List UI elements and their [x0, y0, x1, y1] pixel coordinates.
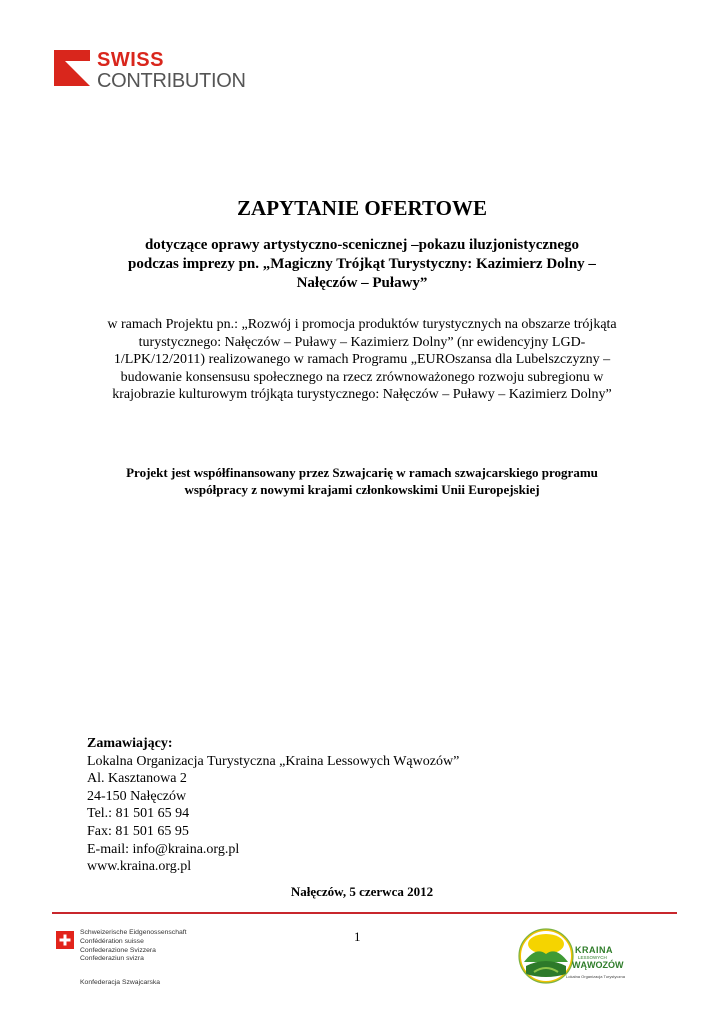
ordering-party — [87, 735, 459, 876]
ordering-party-website: www.kraina.org.pl — [87, 859, 192, 875]
confederation-polish-name: Konfederacja Szwajcarska — [80, 979, 161, 986]
place-date: Nałęczów, 5 czerwca 2012 — [290, 884, 434, 899]
swiss-contribution-logo — [54, 50, 254, 94]
confederation-line: Confederaziun svizra — [80, 955, 144, 963]
ordering-party-phone: Tel.: 81 501 65 94 — [87, 806, 190, 822]
description-line: w ramach Projektu pn.: „Rozwój i promocja produktów turystycznych na obszarze trójkąta — [107, 317, 617, 332]
description-line: 1/LPK/12/2011) realizowanego w ramach Programu „EUROszansa dla Lubelszczyzny – — [113, 352, 611, 367]
ordering-party-city: 24-150 Nałęczów — [87, 788, 187, 804]
subtitle-line: Nałęczów – Puławy” — [296, 275, 428, 291]
confederation-line: Confederazione Svizzera — [80, 946, 156, 954]
confederation-names — [80, 929, 187, 964]
description-line: krajobrazie kulturowym trójkąta turystycznego: Nałęczów – Puławy – Kazimierz Dolny” — [112, 387, 612, 402]
page-number: 1 — [354, 929, 361, 944]
logo-text-swiss: SWISS — [97, 49, 164, 71]
wawozow-text: WĄWOZÓW — [572, 960, 624, 970]
swiss-confederation-logo — [56, 929, 216, 991]
footer-divider — [52, 912, 677, 914]
subtitle — [60, 236, 664, 293]
logo-text-contribution: CONTRIBUTION — [97, 70, 246, 92]
kraina-text: KRAINA — [575, 945, 613, 955]
cofinancing-line: Projekt jest współfinansowany przez Szwajcarię w ramach szwajcarskiego programu — [126, 465, 598, 480]
lessowych-text: LESSOWYCH — [578, 955, 607, 960]
ordering-party-label: Zamawiający: — [87, 736, 173, 751]
project-description — [80, 316, 644, 404]
description-line: budowanie konsensusu społecznego na rzecz zrównoważonego rozwoju subregionu w — [120, 369, 604, 385]
ordering-party-email: E-mail: info@kraina.org.pl — [87, 841, 240, 857]
organization-text: Lokalna Organizacja Turystyczna — [566, 974, 625, 979]
confederation-line: Confédération suisse — [80, 937, 144, 945]
subtitle-line: podczas imprezy pn. „Magiczny Trójkąt Turystyczny: Kazimierz Dolny – — [128, 256, 596, 272]
cofinancing-line: współpracy z nowymi krajami członkowskimi Unii Europejskiej — [184, 482, 540, 497]
swiss-flag-icon — [56, 931, 74, 949]
ordering-party-fax: Fax: 81 501 65 95 — [87, 823, 189, 839]
ordering-party-name: Lokalna Organizacja Turystyczna „Kraina Lessowych Wąwozów” — [87, 753, 460, 769]
document-title: ZAPYTANIE OFERTOWE — [237, 196, 487, 220]
confederation-line: Schweizerische Eidgenossenschaft — [80, 929, 187, 936]
subtitle-line: dotyczące oprawy artystyczno-scenicznej –pokazu iluzjonistycznego — [144, 237, 580, 253]
description-line: turystycznego: Nałęczów – Puławy – Kazimierz Dolny” (nr ewidencyjny LGD- — [138, 334, 586, 350]
kraina-emblem-icon — [516, 928, 628, 988]
kraina-lessowych-wawozow-logo — [516, 928, 628, 988]
ordering-party-street: Al. Kasztanowa 2 — [87, 771, 187, 787]
cofinancing-note — [70, 464, 654, 498]
swiss-contribution-mark-icon — [54, 50, 90, 86]
